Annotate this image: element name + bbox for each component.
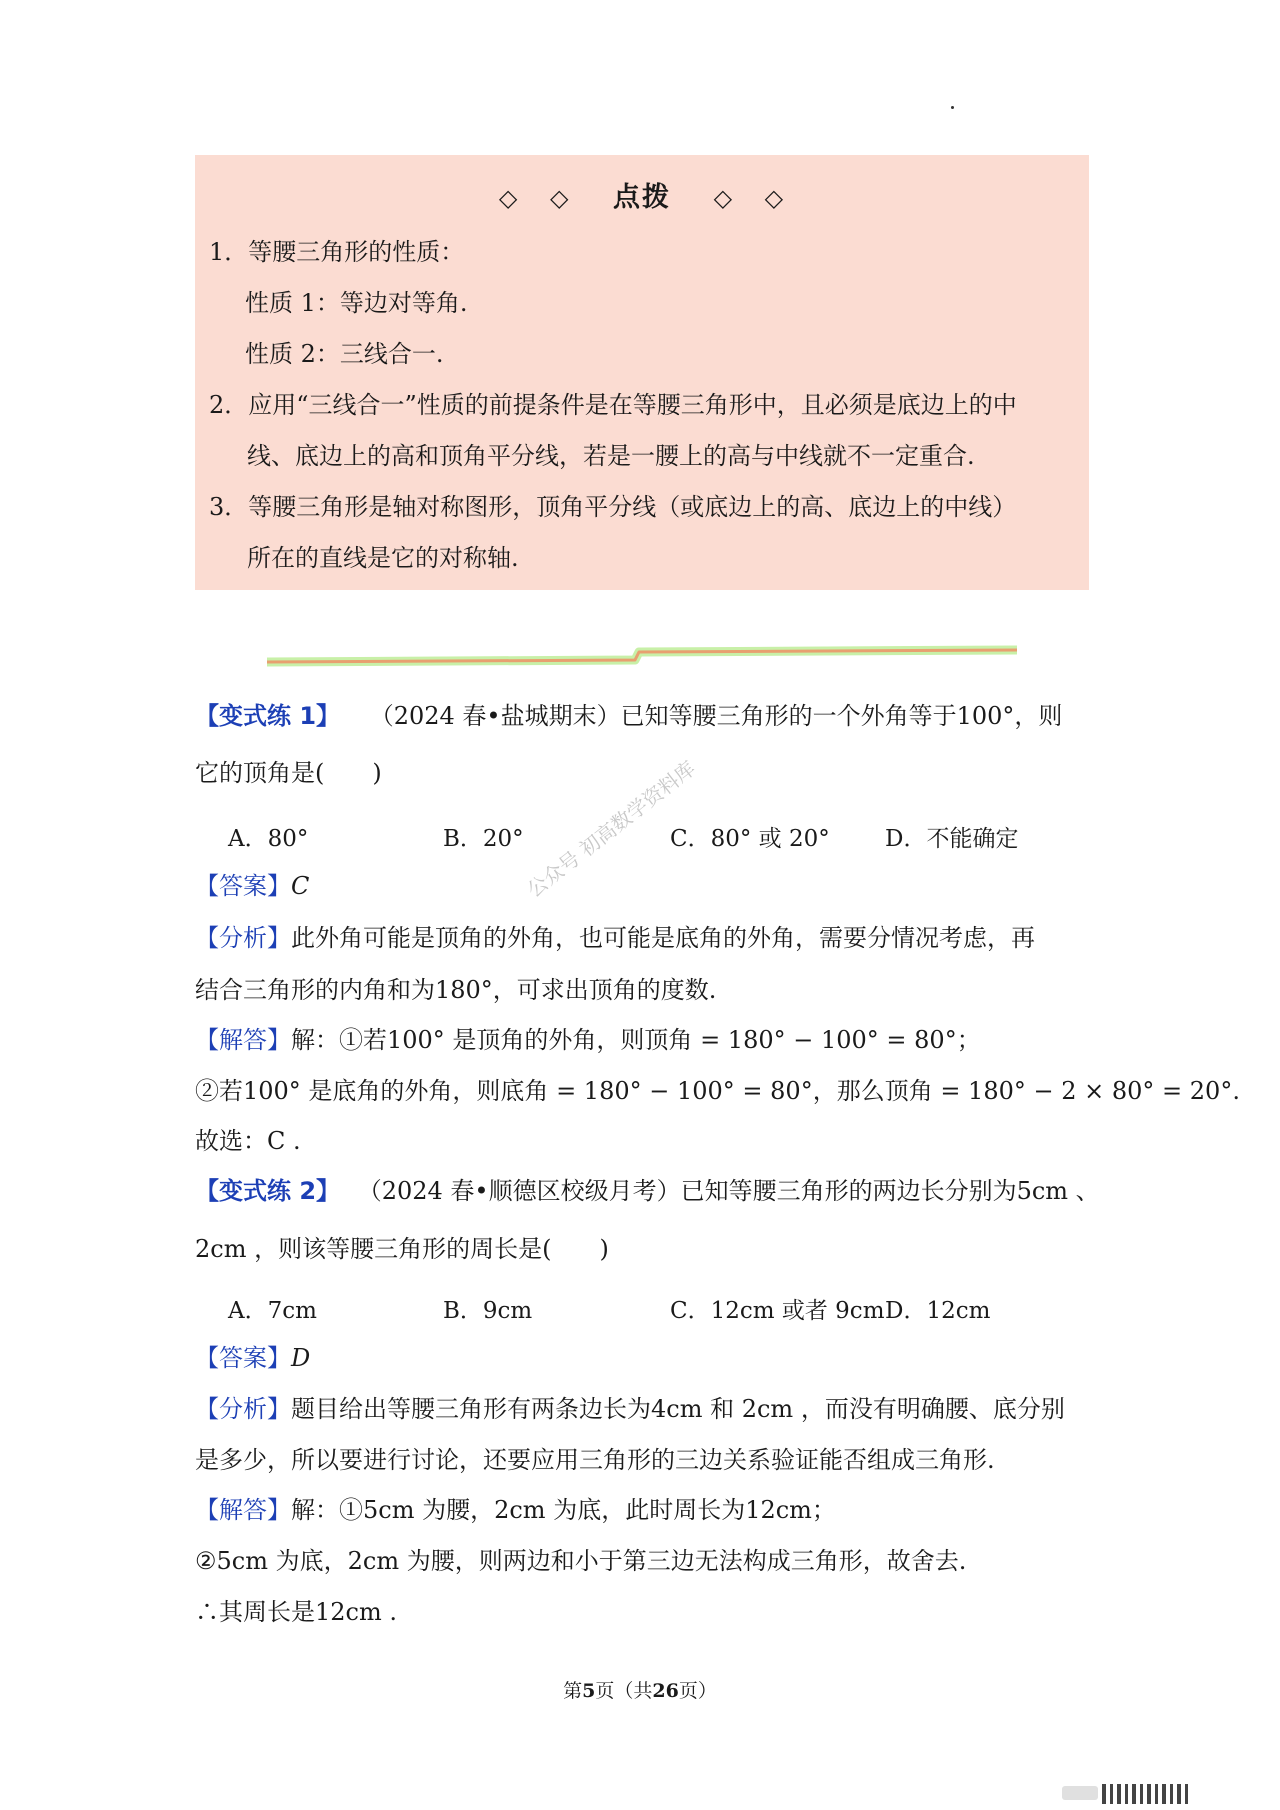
tip-box [195, 155, 1089, 590]
tip-line: 性质 1：等边对等角. [245, 289, 468, 317]
q1-tag: 【变式练 1】 [195, 702, 341, 730]
q1-analysis-line2: 结合三角形的内角和为180°，可求出顶角的度数. [195, 976, 717, 1004]
q1-analysis-tag: 【分析】 [195, 924, 291, 952]
q1-solution-line1 [195, 1024, 981, 1056]
q1-answer-line [195, 870, 309, 902]
q2-line2: 2cm ，则该等腰三角形的周长是( ) [195, 1235, 609, 1263]
tip-line: 3．等腰三角形是轴对称图形，顶角平分线（或底边上的高、底边上的中线） [209, 493, 1017, 521]
q2-option-b: B．9cm [443, 1298, 533, 1324]
barcode-icon [1062, 1782, 1262, 1806]
tip-line: 所在的直线是它的对称轴. [247, 544, 519, 572]
q1-line2: 它的顶角是( ) [195, 759, 382, 787]
q2-solution-tag: 【解答】 [195, 1496, 291, 1524]
tip-title [195, 173, 1089, 223]
q1-solution-line2: ②若100° 是底角的外角，则底角 = 180° − 100° = 80°，那么顶角 = 180° − 2 × 80° = 20°. [195, 1077, 1240, 1105]
q1-stem: （2024 春•盐城期末）已知等腰三角形的一个外角等于100°，则 [369, 702, 1063, 730]
q2-option-c: C．12cm 或者 9cm [670, 1298, 885, 1324]
tip-heading: 点拨 [613, 182, 671, 213]
tip-line: 1．等腰三角形的性质： [209, 238, 465, 266]
footer-suffix: 页） [678, 1680, 717, 1702]
q2-solution-text: 解：①5cm 为腰，2cm 为底，此时周长为12cm； [291, 1496, 836, 1524]
q1-answer-tag: 【答案】 [195, 872, 291, 900]
q2-option-d: D．12cm [885, 1298, 991, 1324]
q1-option-c: C．80° 或 20° [670, 826, 830, 852]
section-divider [267, 640, 1017, 670]
q1-solution-tag: 【解答】 [195, 1026, 291, 1054]
q1-analysis-text: 此外角可能是顶角的外角，也可能是底角的外角，需要分情况考虑，再 [291, 924, 1035, 952]
q2-stem: （2024 春•顺德区校级月考）已知等腰三角形的两边长分别为5cm 、 [357, 1177, 1100, 1205]
q1-analysis-line1 [195, 922, 1035, 954]
q2-analysis-tag: 【分析】 [195, 1395, 291, 1423]
tip-line: 线、底边上的高和顶角平分线，若是一腰上的高与中线就不一定重合. [247, 442, 975, 470]
q2-solution-line1 [195, 1494, 836, 1526]
q2-solution-line2: ②5cm 为底，2cm 为腰，则两边和小于第三边无法构成三角形，故舍去. [195, 1547, 967, 1575]
diamond-icon: ◇ [498, 184, 520, 212]
q2-solution-line3: ∴其周长是12cm . [195, 1598, 397, 1626]
q1-answer: C [291, 872, 310, 900]
diamond-icon: ◇ [713, 184, 735, 212]
q1-line1 [195, 700, 1062, 732]
watermark: 公众号 初高数学资料库 [522, 756, 700, 903]
diamond-icon: ◇ [549, 184, 571, 212]
q2-analysis-line2: 是多少，所以要进行讨论，还要应用三角形的三边关系验证能否组成三角形. [195, 1446, 995, 1474]
q2-option-a: A．7cm [228, 1298, 317, 1324]
q1-option-a: A．80° [228, 826, 309, 852]
page-total: 26 [652, 1680, 679, 1702]
q2-analysis-line1 [195, 1393, 1065, 1425]
page-footer [0, 1676, 1280, 1703]
stray-dot [951, 106, 954, 109]
q1-solution-line3: 故选：C . [195, 1127, 301, 1155]
page-number: 5 [582, 1680, 596, 1702]
tip-line: 性质 2：三线合一. [245, 340, 444, 368]
q1-option-d: D．不能确定 [885, 826, 1019, 852]
diamond-icon: ◇ [764, 184, 786, 212]
tip-line: 2．应用“三线合一”性质的前提条件是在等腰三角形中，且必须是底边上的中 [209, 391, 1017, 419]
q2-line1 [195, 1175, 1100, 1207]
footer-mid: 页（共 [595, 1680, 653, 1702]
q1-option-b: B．20° [443, 826, 524, 852]
footer-prefix: 第 [563, 1680, 583, 1702]
q2-tag: 【变式练 2】 [195, 1177, 341, 1205]
q2-answer: D [291, 1344, 311, 1372]
q2-answer-tag: 【答案】 [195, 1344, 291, 1372]
q2-answer-line [195, 1342, 310, 1374]
q2-analysis-text: 题目给出等腰三角形有两条边长为4cm 和 2cm ，而没有明确腰、底分别 [291, 1395, 1065, 1423]
q1-solution-text: 解：①若100° 是顶角的外角，则顶角 = 180° − 100° = 80°； [291, 1026, 981, 1054]
